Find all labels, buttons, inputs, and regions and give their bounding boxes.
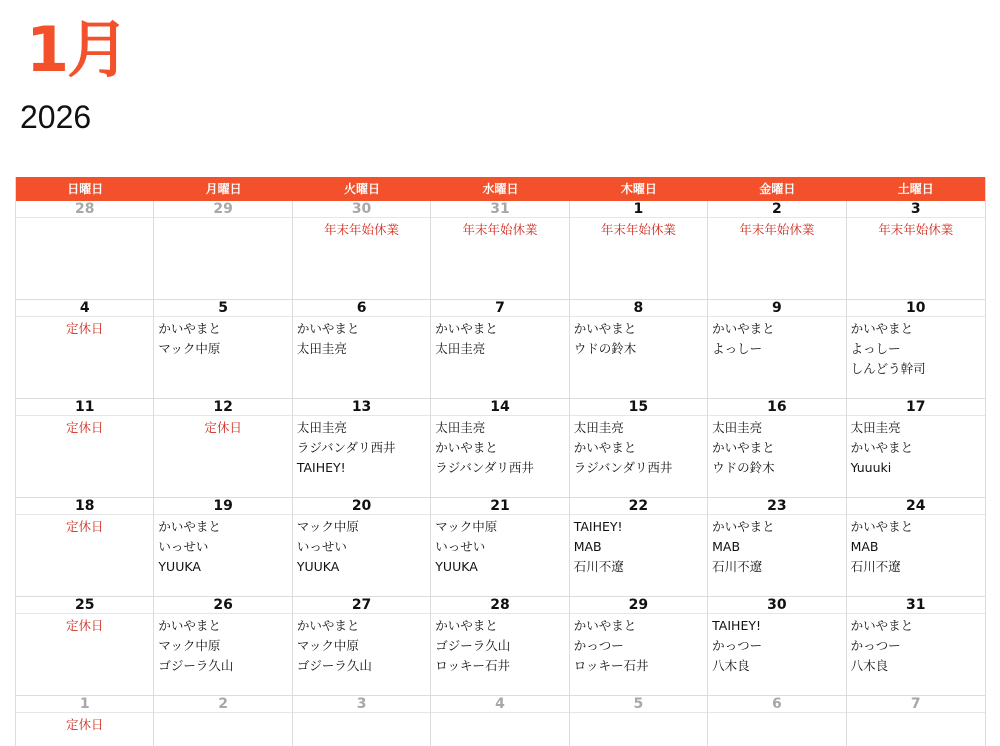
staff-event[interactable]: いっせい — [435, 539, 486, 554]
staff-event[interactable]: TAIHEY! — [296, 460, 346, 475]
day-events — [847, 614, 985, 676]
calendar-day-cell[interactable] — [293, 498, 431, 596]
day-events — [293, 614, 430, 676]
holiday-label[interactable]: 定休日 — [65, 519, 104, 534]
staff-event[interactable]: いっせい — [296, 539, 347, 554]
day-number: 12 — [154, 399, 291, 416]
day-number: 13 — [293, 399, 430, 416]
calendar-day-cell[interactable] — [708, 300, 846, 398]
day-number: 4 — [16, 300, 153, 317]
day-number: 3 — [847, 201, 985, 218]
day-number: 2 — [154, 696, 291, 713]
calendar-day-cell[interactable] — [431, 696, 569, 746]
holiday-label[interactable]: 定休日 — [65, 618, 104, 633]
staff-event[interactable]: かいやまと — [435, 440, 498, 455]
staff-event[interactable]: 太田圭亮 — [712, 420, 763, 435]
staff-event[interactable]: 八木良 — [850, 658, 889, 673]
calendar-day-cell[interactable] — [431, 597, 569, 695]
staff-event[interactable]: かいやまと — [850, 440, 914, 455]
calendar-day-cell[interactable] — [154, 696, 292, 746]
staff-event[interactable]: よっしー — [712, 341, 763, 356]
day-number: 9 — [708, 300, 845, 317]
day-events — [293, 515, 430, 577]
day-events — [431, 416, 568, 478]
staff-event[interactable]: 太田圭亮 — [296, 341, 347, 356]
day-number: 18 — [16, 498, 153, 515]
staff-event[interactable]: 石川不遼 — [850, 559, 901, 574]
staff-event[interactable]: ラジバンダリ西井 — [435, 460, 534, 475]
calendar-day-cell[interactable] — [154, 201, 292, 299]
calendar-day-cell[interactable] — [154, 597, 292, 695]
day-number: 5 — [154, 300, 291, 317]
staff-event[interactable]: かいやまと — [573, 618, 637, 633]
day-events — [570, 317, 707, 359]
day-number: 20 — [293, 498, 430, 515]
staff-event[interactable]: かいやまと — [850, 321, 914, 336]
calendar-day-cell[interactable] — [708, 696, 846, 746]
calendar-day-cell[interactable] — [293, 399, 431, 497]
day-number: 22 — [570, 498, 707, 515]
calendar-day-cell[interactable] — [570, 597, 708, 695]
day-events — [16, 713, 153, 735]
calendar-day-cell[interactable] — [708, 597, 846, 695]
day-number: 14 — [431, 399, 568, 416]
calendar-day-cell[interactable] — [154, 498, 292, 596]
day-events — [16, 614, 153, 636]
staff-event[interactable]: かいやまと — [296, 618, 360, 633]
calendar-day-cell[interactable] — [293, 201, 431, 299]
day-number: 15 — [570, 399, 707, 416]
day-number: 27 — [293, 597, 430, 614]
day-events — [154, 614, 291, 676]
calendar-day-cell[interactable] — [570, 498, 708, 596]
staff-event[interactable]: ロッキー石井 — [435, 658, 511, 673]
month-title: 1月 — [26, 13, 128, 86]
calendar-day-cell[interactable] — [847, 696, 985, 746]
staff-event[interactable]: かいやまと — [573, 440, 637, 455]
day-events — [570, 416, 707, 478]
staff-event[interactable]: TAIHEY! — [712, 618, 761, 633]
staff-event[interactable]: 石川不遼 — [712, 559, 763, 574]
day-events — [847, 713, 985, 715]
day-number: 25 — [16, 597, 153, 614]
calendar-week — [16, 300, 985, 399]
weekday-tuesday: 火曜日 — [344, 182, 381, 196]
calendar-day-cell[interactable] — [847, 399, 985, 497]
day-events — [293, 713, 430, 715]
staff-event[interactable]: かいやまと — [435, 618, 498, 633]
staff-event[interactable]: かいやまと — [296, 321, 360, 336]
day-events — [708, 218, 845, 240]
holiday-label[interactable]: 定休日 — [65, 717, 104, 732]
day-number: 17 — [847, 399, 985, 416]
calendar-day-cell[interactable] — [16, 597, 154, 695]
calendar-day-cell[interactable] — [293, 597, 431, 695]
day-number: 7 — [431, 300, 568, 317]
day-number: 5 — [570, 696, 707, 713]
calendar-day-cell[interactable] — [154, 300, 292, 398]
holiday-label[interactable]: 定休日 — [65, 420, 104, 435]
day-number: 23 — [708, 498, 845, 515]
day-events — [570, 614, 707, 676]
day-events — [708, 317, 845, 359]
day-events — [708, 416, 845, 478]
calendar-week — [16, 498, 985, 597]
staff-event[interactable]: YUUKA — [296, 559, 340, 574]
day-number: 19 — [154, 498, 291, 515]
calendar-day-cell[interactable] — [431, 300, 569, 398]
day-events — [570, 713, 707, 715]
day-number: 2 — [708, 201, 845, 218]
day-events — [293, 416, 430, 478]
weekday-header — [16, 177, 985, 201]
calendar-day-cell[interactable] — [16, 498, 154, 596]
staff-event[interactable]: MAB — [573, 539, 602, 554]
day-events — [570, 515, 707, 577]
day-events — [431, 515, 568, 577]
day-number: 4 — [431, 696, 568, 713]
holiday-label[interactable]: 定休日 — [204, 420, 242, 435]
day-number: 7 — [847, 696, 985, 713]
day-events — [431, 713, 568, 715]
day-number: 24 — [847, 498, 985, 515]
holiday-label[interactable]: 年末年始休業 — [600, 222, 676, 237]
weekday-thursday: 木曜日 — [620, 182, 657, 196]
staff-event[interactable]: YUUKA — [158, 559, 201, 574]
calendar-day-cell[interactable] — [847, 300, 985, 398]
calendar-day-cell[interactable] — [431, 201, 569, 299]
staff-event[interactable]: マック中原 — [296, 519, 359, 534]
staff-event[interactable]: かいやまと — [158, 519, 221, 534]
staff-event[interactable]: マック中原 — [158, 341, 221, 356]
calendar-day-cell[interactable] — [16, 696, 154, 746]
staff-event[interactable]: しんどう幹司 — [850, 361, 926, 376]
day-events — [154, 317, 291, 359]
staff-event[interactable]: ラジバンダリ西井 — [573, 460, 673, 475]
staff-event[interactable]: ゴジーラ久山 — [296, 658, 372, 673]
staff-event[interactable]: 太田圭亮 — [850, 420, 901, 435]
staff-event[interactable]: ロッキー石井 — [573, 658, 649, 673]
day-number: 1 — [570, 201, 707, 218]
holiday-label[interactable]: 年末年始休業 — [739, 222, 815, 237]
day-number: 28 — [16, 201, 153, 218]
staff-event[interactable]: YUUKA — [435, 559, 478, 574]
day-number: 1 — [16, 696, 153, 713]
staff-event[interactable]: TAIHEY! — [573, 519, 623, 534]
staff-event[interactable]: 太田圭亮 — [435, 341, 486, 356]
day-number: 21 — [431, 498, 568, 515]
calendar-day-cell[interactable] — [570, 696, 708, 746]
day-events — [431, 218, 568, 240]
calendar-day-cell[interactable] — [570, 399, 708, 497]
staff-event[interactable]: かいやまと — [850, 519, 914, 534]
calendar-week — [16, 597, 985, 696]
staff-event[interactable]: 太田圭亮 — [296, 420, 347, 435]
day-events — [847, 317, 985, 379]
day-events — [708, 515, 845, 577]
day-events — [16, 416, 153, 438]
staff-event[interactable]: 太田圭亮 — [573, 420, 624, 435]
calendar-day-cell[interactable] — [570, 201, 708, 299]
staff-event[interactable]: よっしー — [850, 341, 901, 356]
day-events — [16, 317, 153, 339]
holiday-label[interactable]: 年末年始休業 — [324, 222, 400, 237]
calendar-week — [16, 201, 985, 300]
day-number: 16 — [708, 399, 845, 416]
day-events — [293, 317, 430, 359]
staff-event[interactable]: マック中原 — [158, 638, 221, 653]
staff-event[interactable]: マック中原 — [435, 519, 498, 534]
calendar-day-cell[interactable] — [293, 300, 431, 398]
day-number: 28 — [431, 597, 568, 614]
calendar-day-cell[interactable] — [847, 201, 985, 299]
calendar-day-cell[interactable] — [154, 399, 292, 497]
day-events — [16, 218, 153, 220]
staff-event[interactable]: 八木良 — [712, 658, 750, 673]
calendar-grid — [15, 177, 986, 746]
day-number: 8 — [570, 300, 707, 317]
staff-event[interactable]: かいやまと — [158, 618, 221, 633]
calendar-day-cell[interactable] — [847, 498, 985, 596]
calendar-day-cell[interactable] — [16, 201, 154, 299]
day-events — [570, 218, 707, 240]
weekday-monday: 月曜日 — [205, 182, 242, 196]
staff-event[interactable]: MAB — [712, 539, 741, 554]
staff-event[interactable]: ラジバンダリ西井 — [296, 440, 396, 455]
staff-event[interactable]: かいやまと — [712, 519, 775, 534]
day-events — [708, 713, 845, 715]
day-number: 26 — [154, 597, 291, 614]
day-number: 31 — [847, 597, 985, 614]
day-number: 29 — [570, 597, 707, 614]
day-number: 6 — [293, 300, 430, 317]
weeks-container — [16, 201, 985, 746]
day-number: 6 — [708, 696, 845, 713]
calendar-day-cell[interactable] — [16, 300, 154, 398]
staff-event[interactable]: Yuuuki — [850, 460, 892, 475]
day-number: 30 — [293, 201, 430, 218]
staff-event[interactable]: かっつー — [850, 638, 901, 653]
day-events — [293, 218, 430, 240]
staff-event[interactable]: ウドの鈴木 — [712, 460, 775, 475]
day-number: 29 — [154, 201, 291, 218]
day-events — [154, 515, 291, 577]
day-events — [847, 416, 985, 478]
calendar-day-cell[interactable] — [293, 696, 431, 746]
day-number: 3 — [293, 696, 430, 713]
calendar-day-cell[interactable] — [708, 498, 846, 596]
staff-event[interactable]: ゴジーラ久山 — [158, 658, 234, 673]
calendar-day-cell[interactable] — [431, 498, 569, 596]
staff-event[interactable]: MAB — [850, 539, 879, 554]
day-events — [847, 218, 985, 240]
day-events — [154, 218, 291, 220]
staff-event[interactable]: ゴジーラ久山 — [435, 638, 511, 653]
calendar-day-cell[interactable] — [708, 201, 846, 299]
holiday-label[interactable]: 年末年始休業 — [878, 222, 954, 237]
holiday-label[interactable]: 定休日 — [65, 321, 104, 336]
staff-event[interactable]: かいやまと — [435, 321, 498, 336]
staff-event[interactable]: かいやまと — [158, 321, 221, 336]
weekday-friday: 金曜日 — [759, 182, 796, 196]
staff-event[interactable]: ウドの鈴木 — [573, 341, 637, 356]
day-events — [154, 416, 291, 438]
weekday-sunday: 日曜日 — [67, 182, 104, 196]
staff-event[interactable]: マック中原 — [296, 638, 359, 653]
day-events — [847, 515, 985, 577]
staff-event[interactable]: かいやまと — [712, 321, 775, 336]
day-events — [154, 713, 291, 715]
day-number: 30 — [708, 597, 845, 614]
staff-event[interactable]: かいやまと — [850, 618, 914, 633]
day-number: 10 — [847, 300, 985, 317]
calendar-week — [16, 399, 985, 498]
calendar-day-cell[interactable] — [16, 399, 154, 497]
staff-event[interactable]: いっせい — [158, 539, 209, 554]
staff-event[interactable]: かっつー — [712, 638, 763, 653]
staff-event[interactable]: 石川不遼 — [573, 559, 624, 574]
day-events — [431, 614, 568, 676]
staff-event[interactable]: かっつー — [573, 638, 624, 653]
day-number: 31 — [431, 201, 568, 218]
calendar-week — [16, 696, 985, 746]
calendar-day-cell[interactable] — [431, 399, 569, 497]
year-title: 2026 — [20, 99, 92, 135]
staff-event[interactable]: 太田圭亮 — [435, 420, 486, 435]
holiday-label[interactable]: 年末年始休業 — [462, 222, 538, 237]
weekday-saturday: 土曜日 — [897, 182, 934, 196]
weekday-wednesday: 水曜日 — [482, 182, 519, 196]
calendar-day-cell[interactable] — [570, 300, 708, 398]
staff-event[interactable]: かいやまと — [573, 321, 637, 336]
day-events — [708, 614, 845, 676]
calendar-day-cell[interactable] — [847, 597, 985, 695]
calendar-day-cell[interactable] — [708, 399, 846, 497]
day-events — [16, 515, 153, 537]
day-number: 11 — [16, 399, 153, 416]
staff-event[interactable]: かいやまと — [712, 440, 775, 455]
day-events — [431, 317, 568, 359]
